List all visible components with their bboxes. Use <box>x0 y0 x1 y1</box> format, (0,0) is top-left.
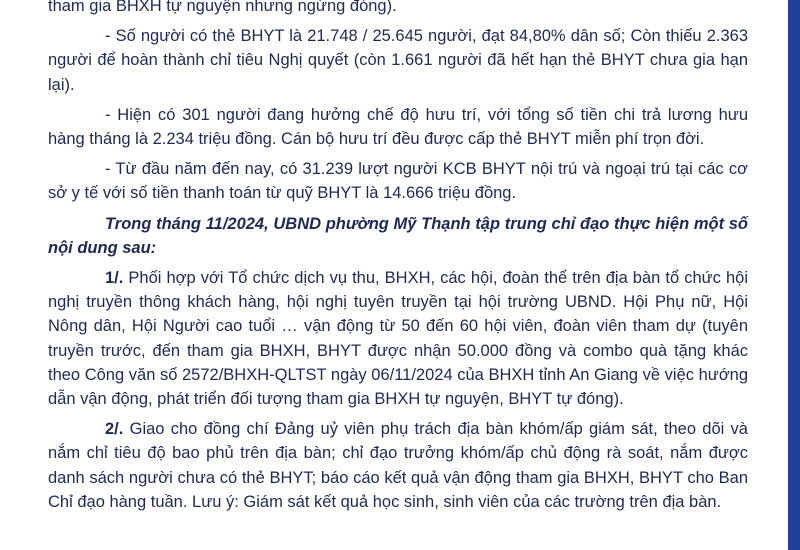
item-1-text: Phối hợp với Tổ chức dịch vụ thu, BHXH, các hội, đoàn thể trên địa bàn tổ chức hội nghị truyền thông khách hàng, hội nghị tuyên truyền tại hội trường UBND. Hội Phụ nữ, Hội Nông dân, Hội Người cao tuổi … vận động từ 50 đến 60 hội viên, đoàn viên tham dự (tuyên truyền trước, đến tham gia BHXH, BHYT được nhận 50.000 đồng và combo quà tặng khác theo Công văn số 2572/BHXH-QLTST ngày 06/11/2024 của BHXH tỉnh An Giang về việc hướng dẫn vận động, phát triển đối tượng tham gia BHXH tự nguyện, BHYT tự đóng). <box>48 269 748 409</box>
document-body <box>48 0 748 520</box>
page-edge-bar <box>788 0 800 550</box>
item-2-text: Giao cho đồng chí Đảng uỷ viên phụ trách địa bàn khóm/ấp giám sát, theo dõi và nắm chỉ tiêu độ bao phủ trên địa bàn; chỉ đạo trưởng khóm/ấp chủ động rà soát, nắm được danh sách người chưa có thẻ BHYT; báo cáo kết quả vận động tham gia BHXH, BHYT cho Ban Chỉ đạo hàng tuần. Lưu ý: Giám sát kết quả học sinh, sinh viên của các trường trên địa bàn. <box>48 420 748 511</box>
paragraph-item-1 <box>48 266 748 411</box>
item-1-number: 1/. <box>105 269 124 288</box>
paragraph-kcb: - Từ đầu năm đến nay, có 31.239 lượt người KCB BHYT nội trú và ngoại trú tại các cơ sở y tế với số tiền thanh toán từ quỹ BHYT là 14.666 triệu đồng. <box>48 160 748 203</box>
section-heading: Trong tháng 11/2024, UBND phường Mỹ Thạnh tập trung chỉ đạo thực hiện một số nội dung sau: <box>48 214 748 257</box>
paragraph-pension: - Hiện có 301 người đang hưởng chế độ hưu trí, với tổng số tiền chi trả lương hưu hàng tháng là 2.234 triệu đồng. Cán bộ hưu trí đều được cấp thẻ BHYT miễn phí trọn đời. <box>48 105 748 149</box>
item-2-number: 2/. <box>105 420 124 439</box>
paragraph-bhyt-coverage: - Số người có thẻ BHYT là 21.748 / 25.645 người, đạt 84,80% dân số; Còn thiếu 2.363 người để hoàn thành chỉ tiêu Nghị quyết (còn 1.661 người đã hết hạn thẻ BHYT chưa gia hạn lại). <box>48 27 748 94</box>
paragraph-bhxh-tail: tham gia BHXH tự nguyện nhưng ngừng đóng). <box>48 0 397 15</box>
paragraph-item-2 <box>48 417 748 514</box>
